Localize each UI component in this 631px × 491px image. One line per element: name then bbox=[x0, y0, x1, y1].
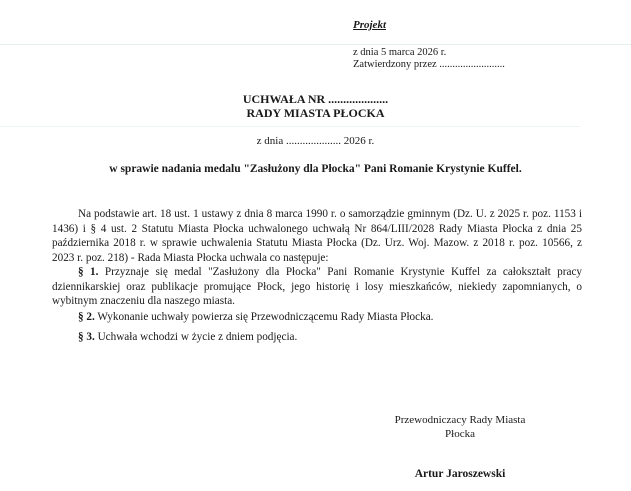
section-1-text: Przyznaje się medal "Zasłużony dla Płocka" Pani Romanie Krystynie Kuffel za całokształt pracy dziennikarskiej oraz publikacje promujące Płock, jego historię i losy mieszkańców, niekiedy zapomnianych, o wybitnym znaczeniu dla naszego miasta. bbox=[52, 266, 583, 308]
resolution-subject: w sprawie nadania medalu "Zasłużony dla Płocka" Pani Romanie Krystynie Kuffel. bbox=[109, 163, 522, 175]
scan-artifact-line bbox=[0, 44, 631, 45]
approved-by: Zatwierdzony przez ......................... bbox=[353, 59, 505, 70]
section-2-text: Wykonanie uchwały powierza się Przewodniczącemu Rady Miasta Płocka. bbox=[97, 311, 434, 323]
section-3 bbox=[52, 330, 582, 345]
signature-name: Artur Jaroszewski bbox=[414, 468, 506, 480]
signature-role-line1: Przewodniczacy Rady Miasta bbox=[394, 414, 526, 426]
council-name: RADY MIASTA PŁOCKA bbox=[246, 106, 385, 120]
signature-role-line2: Płocka bbox=[445, 428, 475, 440]
preamble-text: Na podstawie art. 18 ust. 1 ustawy z dnia 8 marca 1990 r. o samorządzie gminnym (Dz. U. z 2025 r. poz. 1153 i 1436) i § 4 ust. 2 Statutu Miasta Płocka uchwalonego uchwałą Nr 864/LIII/2028 Rady Miasta Płocka z dnia 25 października 2018 r. w sprawie uchwalenia Statutu Miasta Płocka (Dz. Urz. Woj. Mazow. z 2018 r. poz. 10566, z 2023 r. poz. 218) - Rada Miasta Płocka uchwala co następuje: bbox=[52, 208, 582, 264]
projekt-label: Projekt bbox=[353, 19, 386, 31]
resolution-date: z dnia .................... 2026 r. bbox=[256, 135, 375, 147]
section-1 bbox=[52, 265, 582, 309]
header-date: z dnia 5 marca 2026 r. bbox=[353, 47, 447, 58]
section-2-label: § 2. bbox=[78, 311, 95, 323]
section-1-label: § 1. bbox=[78, 266, 99, 278]
section-3-label: § 3. bbox=[78, 331, 95, 343]
signature-role bbox=[360, 413, 560, 441]
resolution-number: UCHWAŁA NR .................... bbox=[242, 92, 389, 106]
section-3-text: Uchwała wchodzi w życie z dniem podjęcia. bbox=[97, 331, 298, 343]
section-2 bbox=[52, 310, 582, 325]
scan-artifact-line bbox=[0, 126, 580, 127]
preamble-paragraph bbox=[52, 207, 582, 265]
